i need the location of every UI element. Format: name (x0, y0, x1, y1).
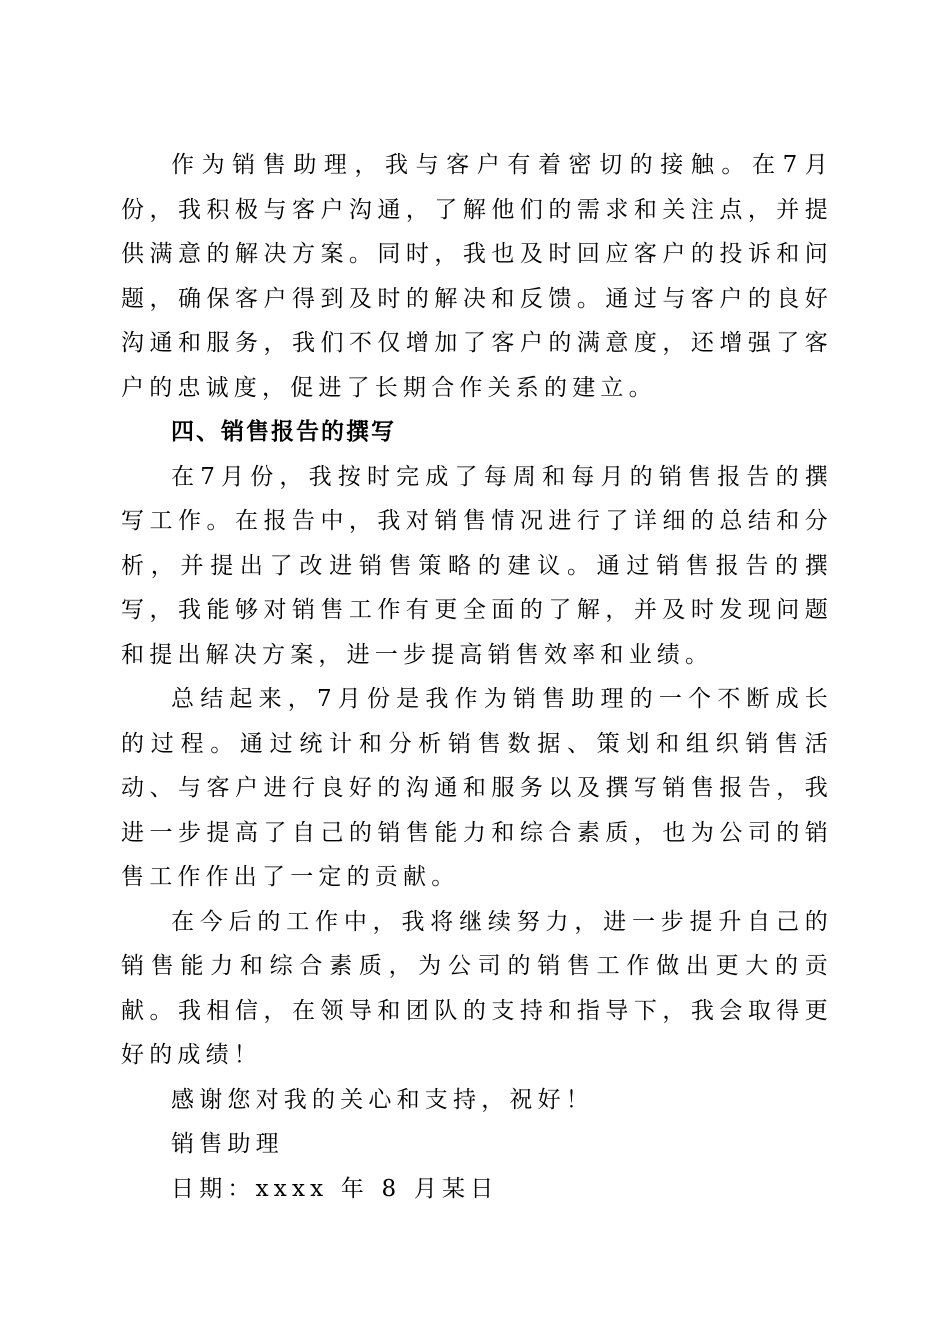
customer-paragraph: 作为销售助理，我与客户有着密切的接触。在7月份，我积极与客户沟通，了解他们的需求和关注点，并提供满意的解决方案。同时，我也及时回应客户的投诉和问题，确保客户得到及时的解决和反馈。通过与客户的良好沟通和服务，我们不仅增加了客户的满意度，还增强了客户的忠诚度，促进了长期合作关系的建立。 (121, 152, 833, 401)
date-line: 日期：xxxx 年 8 月某日 (171, 1175, 499, 1202)
closing-line: 感谢您对我的关心和支持，祝好！ (171, 1086, 594, 1113)
report-paragraph: 在7月份，我按时完成了每周和每月的销售报告的撰写工作。在报告中，我对销售情况进行了详细的总结和分析，并提出了改进销售策略的建议。通过销售报告的撰写，我能够对销售工作有更全面的了解，并及时发现问题和提出解决方案，进一步提高销售效率和业绩。 (121, 463, 833, 668)
future-paragraph: 在今后的工作中，我将继续努力，进一步提升自己的销售能力和综合素质，为公司的销售工作做出更大的贡献。我相信，在领导和团队的支持和指导下，我会取得更好的成绩！ (121, 908, 833, 1068)
document-body (121, 143, 833, 1211)
summary-paragraph: 总结起来，7月份是我作为销售助理的一个不断成长的过程。通过统计和分析销售数据、策划和组织销售活动、与客户进行良好的沟通和服务以及撰写销售报告，我进一步提高了自己的销售能力和综合素质，也为公司的销售工作作出了一定的贡献。 (121, 686, 833, 890)
signature-line: 销售助理 (171, 1131, 284, 1157)
section-heading: 四、销售报告的撰写 (171, 419, 396, 445)
